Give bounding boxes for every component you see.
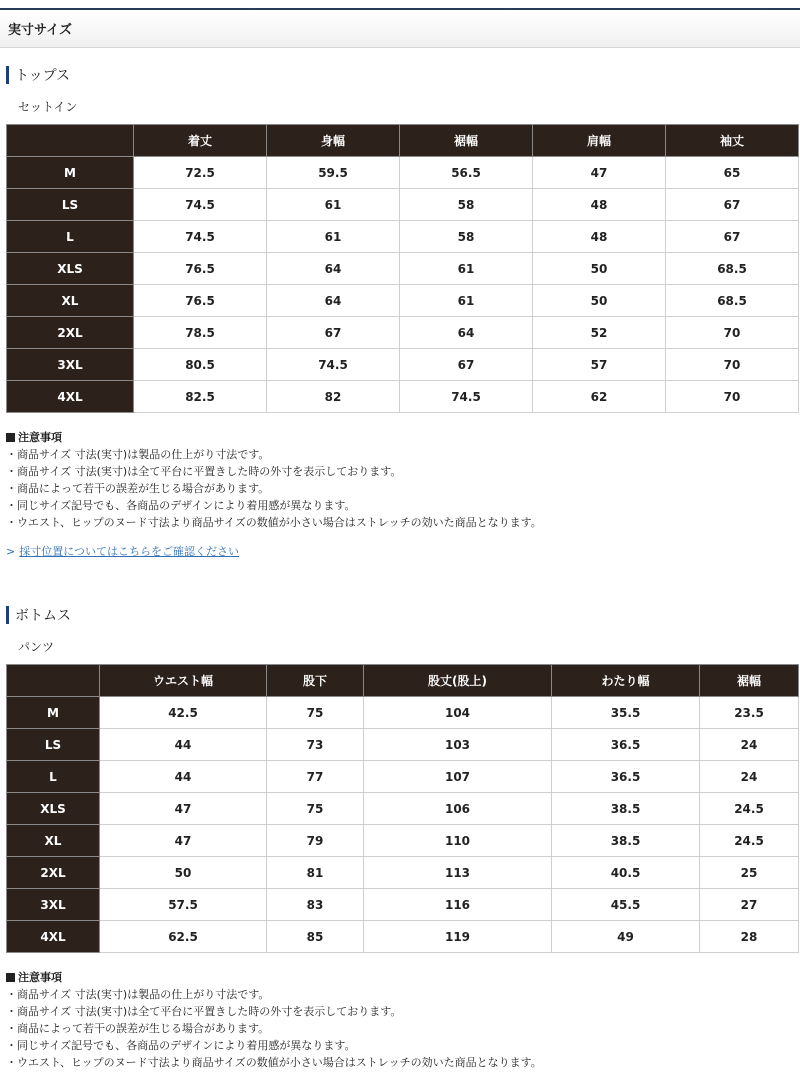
measurement-cell: 61 (400, 253, 533, 285)
size-label-cell: LS (7, 189, 134, 221)
measurement-cell: 61 (267, 221, 400, 253)
size-label-cell: XL (7, 825, 100, 857)
bottoms-notes (6, 969, 800, 1071)
column-header: 股下 (267, 665, 364, 697)
table-row (7, 317, 799, 349)
measurement-cell: 74.5 (134, 221, 267, 253)
column-header: 着丈 (134, 125, 267, 157)
measurement-cell: 79 (267, 825, 364, 857)
note-line: ・同じサイズ記号でも、各商品のデザインにより着用感が異なります。 (6, 1039, 356, 1052)
note-line: ・商品サイズ 寸法(実寸)は製品の仕上がり寸法です。 (6, 988, 270, 1001)
note-line: ・商品サイズ 寸法(実寸)は製品の仕上がり寸法です。 (6, 448, 270, 461)
bottoms-title: ボトムス (6, 606, 800, 624)
column-header: 股丈(股上) (364, 665, 552, 697)
size-label-cell: M (7, 157, 134, 189)
notes-title: 注意事項 (18, 431, 62, 444)
measurement-cell: 24 (700, 729, 799, 761)
measurement-cell: 49 (552, 921, 700, 953)
size-label-cell: 3XL (7, 349, 134, 381)
measurement-cell: 78.5 (134, 317, 267, 349)
measurement-cell: 57.5 (100, 889, 267, 921)
size-label-cell: 4XL (7, 381, 134, 413)
table-header-row (7, 665, 799, 697)
measurement-position-link[interactable]: 採寸位置についてはこちらをご確認ください (19, 545, 239, 558)
measurement-cell: 116 (364, 889, 552, 921)
measurement-cell: 59.5 (267, 157, 400, 189)
measurement-cell: 67 (666, 221, 799, 253)
note-line: ・ウエスト、ヒップのヌード寸法より商品サイズの数値が小さい場合はストレッチの効いた商品となります。 (6, 516, 542, 529)
column-header: ウエスト幅 (100, 665, 267, 697)
chevron-right-icon: > (6, 545, 16, 558)
measurement-cell: 119 (364, 921, 552, 953)
measurement-cell: 68.5 (666, 285, 799, 317)
tops-section (0, 66, 800, 559)
measurement-cell: 28 (700, 921, 799, 953)
measurement-cell: 25 (700, 857, 799, 889)
column-header: 肩幅 (533, 125, 666, 157)
measurement-cell: 57 (533, 349, 666, 381)
measurement-cell: 83 (267, 889, 364, 921)
measurement-cell: 24 (700, 761, 799, 793)
table-row (7, 793, 799, 825)
measurement-cell: 50 (533, 285, 666, 317)
size-label-cell: 2XL (7, 317, 134, 349)
measurement-cell: 64 (267, 253, 400, 285)
measurement-cell: 47 (100, 825, 267, 857)
column-header: 裾幅 (700, 665, 799, 697)
tops-title: トップス (6, 66, 800, 84)
table-row (7, 825, 799, 857)
measurement-cell: 70 (666, 317, 799, 349)
measurement-cell: 40.5 (552, 857, 700, 889)
size-label-cell: LS (7, 729, 100, 761)
measurement-cell: 65 (666, 157, 799, 189)
measurement-cell: 82 (267, 381, 400, 413)
tops-size-table (6, 124, 799, 413)
measurement-cell: 104 (364, 697, 552, 729)
size-label-cell: 2XL (7, 857, 100, 889)
measurement-cell: 58 (400, 189, 533, 221)
measurement-cell: 64 (400, 317, 533, 349)
bottoms-table-body (7, 697, 799, 953)
column-header: わたり幅 (552, 665, 700, 697)
measurement-cell: 50 (533, 253, 666, 285)
measurement-cell: 64 (267, 285, 400, 317)
bottoms-section (0, 606, 800, 1071)
measurement-cell: 72.5 (134, 157, 267, 189)
table-corner-cell (7, 125, 134, 157)
measurement-cell: 47 (533, 157, 666, 189)
measurement-cell: 76.5 (134, 253, 267, 285)
measurement-cell: 38.5 (552, 825, 700, 857)
measurement-cell: 52 (533, 317, 666, 349)
measurement-cell: 47 (100, 793, 267, 825)
measurement-cell: 75 (267, 793, 364, 825)
note-line: ・同じサイズ記号でも、各商品のデザインにより着用感が異なります。 (6, 499, 356, 512)
note-line: ・商品によって若干の誤差が生じる場合があります。 (6, 482, 270, 495)
table-row (7, 921, 799, 953)
size-label-cell: 4XL (7, 921, 100, 953)
page-header (0, 8, 800, 48)
measurement-cell: 62 (533, 381, 666, 413)
measurement-cell: 73 (267, 729, 364, 761)
table-row (7, 697, 799, 729)
table-row (7, 889, 799, 921)
bottoms-subtitle: パンツ (18, 640, 55, 654)
size-label-cell: XLS (7, 793, 100, 825)
measurement-cell: 110 (364, 825, 552, 857)
measurement-cell: 24.5 (700, 793, 799, 825)
measurement-cell: 23.5 (700, 697, 799, 729)
measurement-cell: 75 (267, 697, 364, 729)
measurement-cell: 42.5 (100, 697, 267, 729)
notes-title-row (6, 969, 800, 986)
note-line: ・商品サイズ 寸法(実寸)は全て平台に平置きした時の外寸を表示しております。 (6, 1005, 402, 1018)
table-row (7, 349, 799, 381)
measurement-cell: 107 (364, 761, 552, 793)
measurement-cell: 36.5 (552, 761, 700, 793)
note-line: ・商品によって若干の誤差が生じる場合があります。 (6, 1022, 270, 1035)
measurement-cell: 68.5 (666, 253, 799, 285)
measurement-cell: 45.5 (552, 889, 700, 921)
note-line: ・ウエスト、ヒップのヌード寸法より商品サイズの数値が小さい場合はストレッチの効いた商品となります。 (6, 1056, 542, 1069)
tops-table-body (7, 157, 799, 413)
black-square-icon (6, 433, 15, 442)
measurement-cell: 82.5 (134, 381, 267, 413)
measurement-cell: 74.5 (267, 349, 400, 381)
column-header: 裾幅 (400, 125, 533, 157)
table-row (7, 761, 799, 793)
measurement-cell: 35.5 (552, 697, 700, 729)
table-corner-cell (7, 665, 100, 697)
table-row (7, 221, 799, 253)
measurement-cell: 48 (533, 221, 666, 253)
measurement-cell: 67 (666, 189, 799, 221)
column-header: 袖丈 (666, 125, 799, 157)
measurement-cell: 58 (400, 221, 533, 253)
size-label-cell: XLS (7, 253, 134, 285)
measurement-cell: 80.5 (134, 349, 267, 381)
note-line: ・商品サイズ 寸法(実寸)は全て平台に平置きした時の外寸を表示しております。 (6, 465, 402, 478)
measurement-cell: 77 (267, 761, 364, 793)
measurement-cell: 61 (267, 189, 400, 221)
measurement-cell: 27 (700, 889, 799, 921)
table-row (7, 253, 799, 285)
measurement-cell: 76.5 (134, 285, 267, 317)
measurement-cell: 81 (267, 857, 364, 889)
size-label-cell: XL (7, 285, 134, 317)
measurement-cell: 50 (100, 857, 267, 889)
size-label-cell: 3XL (7, 889, 100, 921)
table-row (7, 729, 799, 761)
measurement-cell: 61 (400, 285, 533, 317)
measurement-cell: 106 (364, 793, 552, 825)
size-label-cell: M (7, 697, 100, 729)
measurement-cell: 24.5 (700, 825, 799, 857)
measurement-cell: 74.5 (400, 381, 533, 413)
bottoms-size-table (6, 664, 799, 953)
table-row (7, 381, 799, 413)
table-header-row (7, 125, 799, 157)
tops-subtitle: セットイン (18, 100, 78, 114)
measurement-cell: 38.5 (552, 793, 700, 825)
column-header: 身幅 (267, 125, 400, 157)
measurement-cell: 67 (267, 317, 400, 349)
notes-title: 注意事項 (18, 971, 62, 984)
measurement-cell: 67 (400, 349, 533, 381)
measurement-cell: 74.5 (134, 189, 267, 221)
measurement-cell: 44 (100, 729, 267, 761)
table-row (7, 857, 799, 889)
measurement-cell: 70 (666, 381, 799, 413)
measurement-cell: 113 (364, 857, 552, 889)
table-row (7, 189, 799, 221)
page-title: 実寸サイズ (8, 23, 72, 38)
measurement-link-row (6, 543, 800, 559)
notes-title-row (6, 429, 800, 446)
measurement-cell: 44 (100, 761, 267, 793)
measurement-cell: 70 (666, 349, 799, 381)
tops-notes (6, 429, 800, 531)
measurement-cell: 62.5 (100, 921, 267, 953)
table-row (7, 157, 799, 189)
measurement-cell: 36.5 (552, 729, 700, 761)
size-label-cell: L (7, 221, 134, 253)
table-row (7, 285, 799, 317)
measurement-cell: 103 (364, 729, 552, 761)
size-label-cell: L (7, 761, 100, 793)
black-square-icon (6, 973, 15, 982)
measurement-cell: 85 (267, 921, 364, 953)
measurement-cell: 56.5 (400, 157, 533, 189)
measurement-cell: 48 (533, 189, 666, 221)
